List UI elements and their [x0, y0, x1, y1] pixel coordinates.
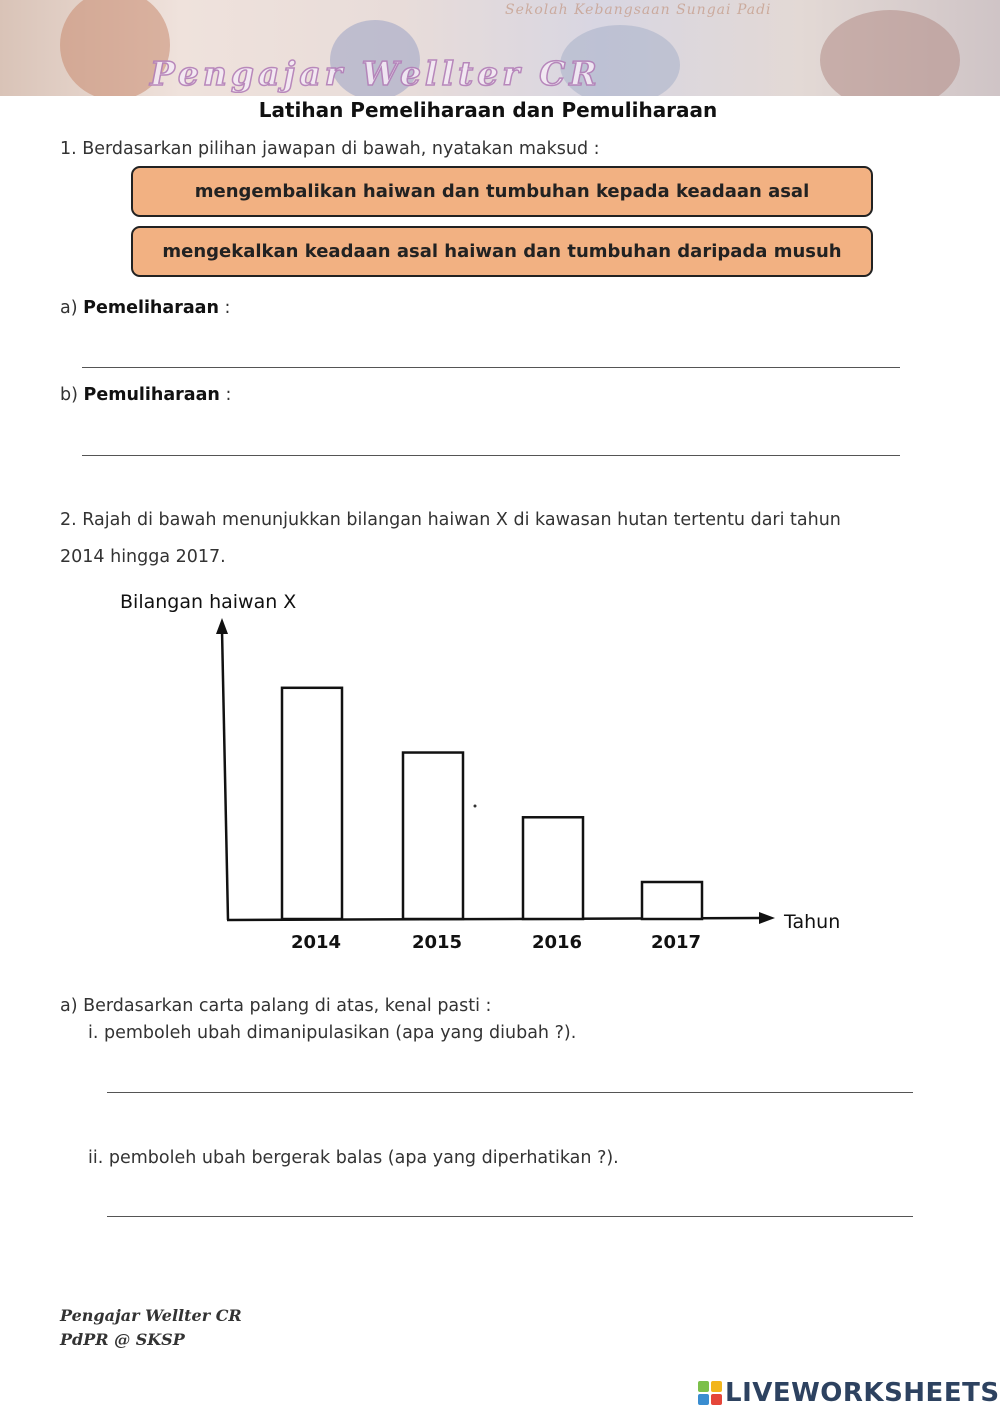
answer-line-2a-ii[interactable] [107, 1216, 913, 1217]
liveworksheets-text: LIVEWORKSHEETS [725, 1378, 1000, 1408]
liveworksheets-icon [698, 1381, 722, 1405]
bar-2016 [523, 817, 583, 919]
colon: : [225, 385, 232, 405]
question-2-text [60, 502, 940, 576]
page-title: Latihan Pemeliharaan dan Pemuliharaan [258, 98, 718, 122]
brand-logo-text: Pengajar Wellter CR [150, 54, 601, 93]
footer-author: Pengajar Wellter CR [60, 1306, 242, 1325]
bar-chart [100, 580, 880, 970]
question-2-line-2: 2014 hingga 2017. [60, 547, 226, 567]
x-axis-label: Tahun [784, 911, 841, 933]
y-axis-arrow [216, 618, 228, 634]
icon-square [698, 1381, 709, 1392]
students-photo [820, 10, 960, 96]
icon-square [698, 1394, 709, 1405]
colon: : [224, 298, 231, 318]
term-pemeliharaan: Pemeliharaan [83, 298, 219, 318]
question-1a-label [60, 298, 230, 318]
liveworksheets-logo[interactable] [698, 1378, 1000, 1408]
header-banner [0, 0, 1000, 96]
question-2a-i-text: i. pemboleh ubah dimanipulasikan (apa yang diubah ?). [88, 1023, 577, 1043]
y-axis-label: Bilangan haiwan X [120, 591, 297, 613]
answer-option-label: mengekalkan keadaan asal haiwan dan tumbuhan daripada musuh [162, 241, 842, 262]
answer-option-1[interactable] [131, 166, 873, 217]
question-1-prompt: 1. Berdasarkan pilihan jawapan di bawah, nyatakan maksud : [60, 139, 600, 159]
item-prefix: a) [60, 298, 78, 318]
x-tick-label: 2014 [290, 932, 342, 953]
answer-line-1a[interactable] [82, 367, 900, 368]
question-2a-text: a) Berdasarkan carta palang di atas, kenal pasti : [60, 996, 492, 1016]
school-name: Sekolah Kebangsaan Sungai Padi [505, 2, 772, 18]
x-tick-label: 2017 [650, 932, 702, 953]
question-1b-label [60, 385, 231, 405]
bar-2015 [403, 753, 463, 919]
x-tick-label: 2015 [411, 932, 463, 953]
bar-2017 [642, 882, 702, 919]
term-pemuliharaan: Pemuliharaan [83, 385, 220, 405]
bar-2014 [282, 688, 342, 919]
answer-option-2[interactable] [131, 226, 873, 277]
icon-square [711, 1381, 722, 1392]
answer-line-2a-i[interactable] [107, 1092, 913, 1093]
y-axis [222, 630, 228, 920]
answer-option-label: mengembalikan haiwan dan tumbuhan kepada keadaan asal [194, 181, 810, 202]
question-2a-ii-text: ii. pemboleh ubah bergerak balas (apa yang diperhatikan ?). [88, 1148, 619, 1168]
answer-line-1b[interactable] [82, 455, 900, 456]
stray-dot [474, 805, 477, 808]
question-2-line-1: 2. Rajah di bawah menunjukkan bilangan haiwan X di kawasan hutan tertentu dari tahun [60, 510, 841, 530]
x-axis-arrow [759, 912, 775, 924]
x-tick-label: 2016 [531, 932, 583, 953]
icon-square [711, 1394, 722, 1405]
item-prefix: b) [60, 385, 78, 405]
footer-tagline: PdPR @ SKSP [60, 1330, 185, 1349]
